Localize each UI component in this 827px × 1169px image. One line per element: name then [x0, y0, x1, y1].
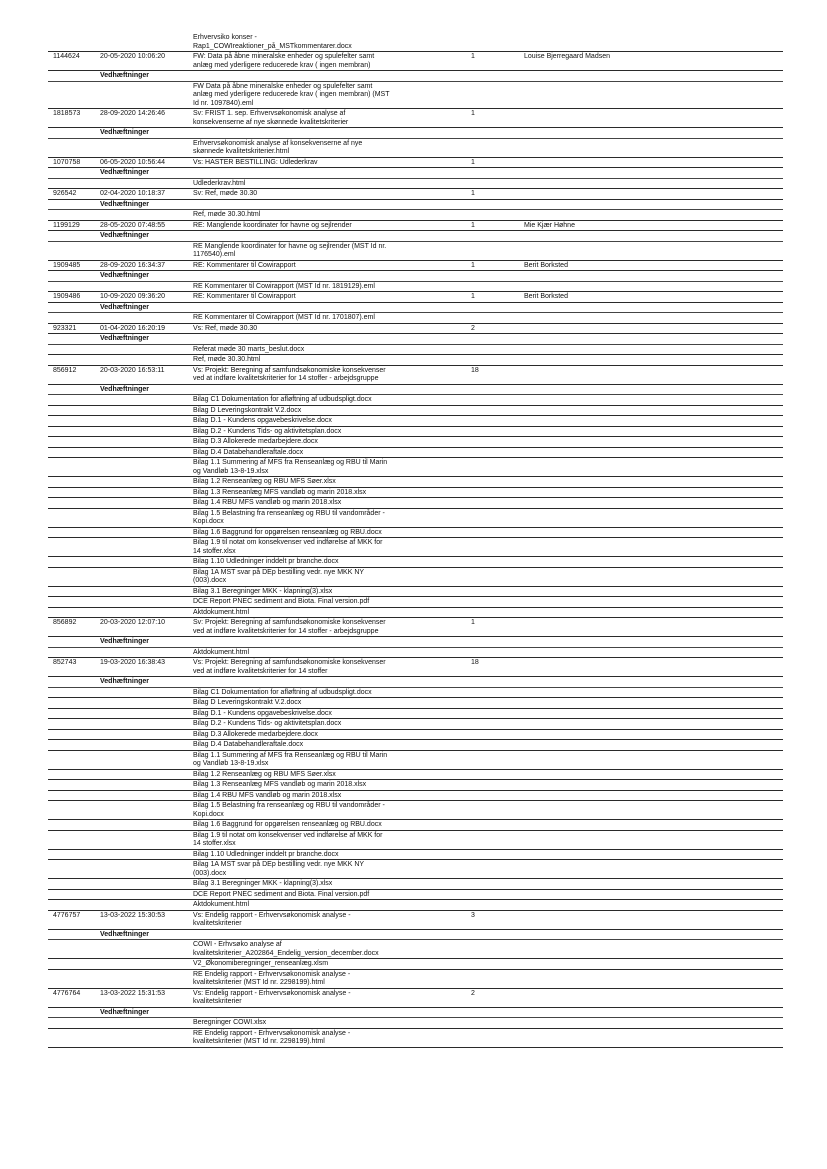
message-date: 28-09-2020 14:26:46: [100, 110, 165, 117]
attachment-filename: Aktdokument.html: [193, 608, 250, 616]
attachment-filename: Erhvervsiko konser - Rap1_COWIreaktioner_på_MSTkommentarer.docx: [193, 34, 352, 50]
attachment-filename: Bilag 1.2 Renseanlæg og RBU MFS Søer.xlsx: [193, 770, 336, 778]
attachment-filename: Beregninger COWI.xlsx: [193, 1019, 267, 1026]
attachment-filename: Bilag 1.5 Belastning fra renseanlæg og RBU til vandområder - Kopi.docx: [193, 802, 385, 818]
document-id: 852743: [53, 659, 77, 666]
attachment-filename: Bilag 1.10 Udledninger inddelt pr branche.docx: [193, 558, 339, 565]
attachment-row: [48, 538, 783, 557]
document-id: 4776764: [53, 989, 81, 997]
message-subject: RE: Kommentarer til Cowirapport: [193, 261, 296, 269]
message-subject: Vs: Endelig rapport - Erhvervsøkonomisk analyse - kvalitetskriterier: [193, 911, 351, 927]
attachment-filename: Udlederkrav.html: [193, 179, 246, 187]
attachment-count: 1: [471, 261, 475, 269]
attachment-filename: Aktdokument.html: [193, 648, 250, 656]
message-row: [48, 109, 783, 128]
document-id: 923321: [53, 324, 77, 332]
attachments-label: Vedhæftninger: [100, 200, 150, 208]
message-date: 02-04-2020 10:18:37: [100, 190, 165, 197]
attachment-count: 1: [471, 293, 475, 300]
document-id: 1909486: [53, 293, 81, 300]
attachment-row: [48, 313, 783, 324]
attachment-row: [48, 719, 783, 730]
attachment-row: [48, 879, 783, 890]
message-row: [48, 158, 783, 169]
attachment-row: [48, 406, 783, 417]
attachment-filename: RE Endelig rapport - Erhvervsøkonomisk analyse - kvalitetskriterier (MST Id nr. 2298199).html: [193, 970, 351, 986]
attachment-filename: Bilag 1.9 til notat om konsekvenser ved indførelse af MKK for 14 stoffer.xlsx: [193, 831, 383, 847]
message-row: [48, 658, 783, 677]
attachments-label: Vedhæftninger: [100, 678, 150, 685]
attachments-header-row: [48, 128, 783, 139]
attachment-row: [48, 890, 783, 901]
attachment-filename: Bilag 3.1 Beregninger MKK - klapning(3).xlsx: [193, 880, 333, 887]
message-row: [48, 911, 783, 930]
document-id: 1199129: [53, 221, 80, 229]
attachment-row: [48, 395, 783, 406]
attachments-header-row: [48, 385, 783, 396]
attachment-row: [48, 597, 783, 608]
attachment-row: [48, 709, 783, 720]
attachment-filename: Aktdokument.html: [193, 901, 250, 908]
message-subject: Vs: Projekt: Beregning af samfundsøkonomiske konsekvenser ved at indføre kvalitetskriterier for 14 stoffer: [193, 659, 386, 675]
attachment-row: [48, 477, 783, 488]
message-date: 19-03-2020 16:38:43: [100, 659, 165, 666]
attachment-count: 1: [471, 190, 475, 197]
attachment-row: [48, 179, 783, 190]
attachment-row: [48, 780, 783, 791]
attachments-label: Vedhæftninger: [100, 335, 150, 342]
attachment-filename: DCE Report PNEC sediment and Biota. Final version.pdf: [193, 890, 370, 898]
attachments-header-row: [48, 71, 783, 82]
attachment-count: 1: [471, 110, 475, 117]
attachment-filename: Bilag 1.2 Renseanlæg og RBU MFS Søer.xlsx: [193, 478, 336, 485]
attachment-filename: Bilag C1 Dokumentation for afløftning af udbudspligt.docx: [193, 396, 372, 403]
attachment-filename: Bilag 1.5 Belastning fra renseanlæg og RBU til vandområder - Kopi.docx: [193, 509, 385, 525]
message-row: [48, 52, 783, 71]
attachment-filename: RE Kommentarer til Cowirapport (MST Id nr. 1819129).eml: [193, 282, 375, 290]
attachment-filename: FW Data på åbne mineralske enheder og spulefelter samt anlæg med yderligere reducerede krav ( ingen membran) (MST Id nr. 1097840).eml: [193, 82, 390, 107]
attachments-label: Vedhæftninger: [100, 385, 150, 393]
sender-name: Berit Borksted: [524, 261, 568, 269]
attachment-count: 2: [471, 989, 475, 997]
document-id: 1144624: [53, 53, 80, 60]
message-subject: RE: Kommentarer til Cowirapport: [193, 293, 296, 300]
attachments-label: Vedhæftninger: [100, 1008, 150, 1016]
attachment-filename: Ref, møde 30.30.html: [193, 356, 261, 363]
message-date: 01-04-2020 16:20:19: [100, 324, 165, 332]
attachment-row: [48, 416, 783, 427]
attachment-row: [48, 1029, 783, 1048]
attachment-filename: Bilag D.4 Databehandleraftale.docx: [193, 741, 304, 748]
document-id: 1070758: [53, 158, 81, 166]
attachment-filename: Bilag D.2 - Kundens Tids- og aktivitetsplan.docx: [193, 427, 342, 435]
attachments-label: Vedhæftninger: [100, 232, 150, 239]
attachment-row: [48, 608, 783, 619]
attachment-filename: Bilag 3.1 Beregninger MKK - klapning(3).xlsx: [193, 587, 333, 595]
message-row: [48, 189, 783, 200]
attachment-filename: Bilag D Leveringskontrakt V.2.docx: [193, 406, 302, 414]
attachment-row: [48, 528, 783, 539]
attachments-header-row: [48, 677, 783, 688]
attachment-row: [48, 730, 783, 741]
attachment-row: [48, 740, 783, 751]
message-row: [48, 989, 783, 1008]
document-id: 4776757: [53, 911, 81, 919]
attachment-row: [48, 33, 783, 52]
message-date: 20-03-2020 16:53:11: [100, 366, 165, 374]
attachments-header-row: [48, 637, 783, 648]
sender-name: Louise Bjerregaard Madsen: [524, 53, 610, 60]
attachment-row: [48, 940, 783, 959]
attachment-row: [48, 282, 783, 293]
attachment-row: [48, 970, 783, 989]
message-subject: Vs: Projekt: Beregning af samfundsøkonomiske konsekvenser ved at indføre kvalitetskriterier for 14 stoffer - arbejdsgruppe: [193, 366, 386, 382]
message-subject: FW: Data på åbne mineralske enheder og spulefelter samt anlæg med yderligere reducerede krav ( ingen membran): [193, 53, 375, 69]
attachment-filename: V2_Økonomiberegninger_renseanlæg.xlsm: [193, 960, 329, 967]
document-table: [48, 33, 783, 1048]
attachments-label: Vedhæftninger: [100, 169, 150, 176]
message-subject: Sv: Projekt: Beregning af samfundsøkonomiske konsekvenser ved at indføre kvalitetskriterier for 14 stoffer - arbejdsgruppe: [193, 619, 386, 635]
message-subject: Vs: Endelig rapport - Erhvervsøkonomisk analyse - kvalitetskriterier: [193, 989, 351, 1005]
attachment-filename: Bilag 1.1 Summering af MFS fra Renseanlæg og RBU til Marin og Vandløb 13-8-19.xlsx: [193, 751, 388, 767]
attachment-filename: DCE Report PNEC sediment and Biota. Final version.pdf: [193, 598, 370, 605]
attachment-filename: Bilag 1.4 RBU MFS vandløb og marin 2018.xlsx: [193, 499, 342, 506]
attachment-filename: Bilag 1.4 RBU MFS vandløb og marin 2018.xlsx: [193, 791, 342, 799]
message-date: 28-09-2020 16:34:37: [100, 261, 165, 269]
attachments-header-row: [48, 1008, 783, 1019]
attachment-row: [48, 850, 783, 861]
attachment-count: 1: [471, 221, 475, 229]
attachment-row: [48, 1018, 783, 1029]
message-date: 20-05-2020 10:06:20: [100, 53, 165, 60]
attachment-row: [48, 959, 783, 970]
message-date: 20-03-2020 12:07:10: [100, 619, 165, 626]
attachment-filename: Bilag 1.1 Summering af MFS fra Renseanlæg og RBU til Marin og Vandløb 13-8-19.xlsx: [193, 459, 388, 475]
message-subject: Vs: Ref, møde 30.30: [193, 324, 258, 332]
message-date: 13-03-2022 15:31:53: [100, 989, 165, 997]
message-row: [48, 261, 783, 272]
document-id: 1818573: [53, 110, 81, 117]
attachment-row: [48, 498, 783, 509]
attachment-count: 18: [471, 659, 479, 666]
attachment-filename: Bilag D.3 Allokerede medarbejdere.docx: [193, 730, 318, 738]
message-subject: RE: Manglende koordinater for havne og sejlrender: [193, 221, 352, 229]
attachment-filename: Referat møde 30 marts_beslut.docx: [193, 345, 305, 353]
attachment-row: [48, 831, 783, 850]
attachment-filename: RE Kommentarer til Cowirapport (MST Id nr. 1701807).eml: [193, 314, 375, 321]
attachment-filename: Erhvervsøkonomisk analyse af konsekvenserne af nye skønnede kvalitetskriterier.html: [193, 139, 363, 155]
sender-name: Berit Borksted: [524, 293, 568, 300]
attachment-filename: Bilag D.2 - Kundens Tids- og aktivitetsplan.docx: [193, 720, 342, 727]
message-row: [48, 618, 783, 637]
message-date: 06-05-2020 10:56:44: [100, 158, 165, 166]
attachment-row: [48, 210, 783, 221]
attachment-count: 3: [471, 911, 475, 919]
sender-name: Mie Kjær Høhne: [524, 221, 575, 229]
attachment-row: [48, 648, 783, 659]
attachment-row: [48, 458, 783, 477]
attachment-row: [48, 860, 783, 879]
message-row: [48, 221, 783, 232]
attachment-count: 1: [471, 619, 475, 626]
attachment-row: [48, 820, 783, 831]
attachment-row: [48, 900, 783, 911]
attachment-filename: Bilag D Leveringskontrakt V.2.docx: [193, 699, 302, 706]
attachment-count: 1: [471, 158, 475, 166]
attachment-filename: Bilag 1A MST svar på DEp bestilling vedr. nye MKK NY (003).docx: [193, 861, 365, 877]
attachments-header-row: [48, 231, 783, 242]
attachments-header-row: [48, 303, 783, 314]
attachment-filename: Bilag 1.10 Udledninger inddelt pr branche.docx: [193, 850, 339, 858]
attachment-row: [48, 345, 783, 356]
attachments-label: Vedhæftninger: [100, 72, 150, 79]
attachment-filename: RE Endelig rapport - Erhvervsøkonomisk analyse - kvalitetskriterier (MST Id nr. 2298199).html: [193, 1029, 351, 1045]
attachments-header-row: [48, 168, 783, 179]
message-row: [48, 366, 783, 385]
message-date: 13-03-2022 15:30:53: [100, 911, 165, 919]
attachment-row: [48, 801, 783, 820]
attachment-row: [48, 139, 783, 158]
attachment-filename: Bilag D.1 - Kundens opgavebeskrivelse.docx: [193, 709, 332, 717]
attachment-count: 1: [471, 53, 475, 60]
attachment-filename: Bilag 1.3 Renseanlæg MFS vandløb og marin 2018.xlsx: [193, 488, 367, 496]
attachment-filename: Bilag D.3 Allokerede medarbejdere.docx: [193, 438, 318, 445]
attachment-filename: Bilag D.1 - Kundens opgavebeskrivelse.docx: [193, 417, 332, 424]
attachment-filename: Bilag D.4 Databehandleraftale.docx: [193, 448, 304, 456]
attachment-filename: Bilag 1.6 Baggrund for opgørelsen renseanlæg og RBU.docx: [193, 528, 382, 536]
attachment-row: [48, 509, 783, 528]
attachments-label: Vedhæftninger: [100, 129, 150, 136]
attachment-count: 2: [471, 324, 475, 332]
attachment-row: [48, 791, 783, 802]
attachment-filename: RE Manglende koordinater for havne og sejlrender (MST Id nr. 1176540).eml: [193, 242, 387, 258]
attachments-header-row: [48, 200, 783, 211]
message-date: 28-05-2020 07:48:55: [100, 221, 165, 229]
attachments-header-row: [48, 334, 783, 345]
attachment-row: [48, 82, 783, 110]
attachments-label: Vedhæftninger: [100, 303, 150, 311]
attachment-filename: Ref, møde 30.30.html: [193, 211, 261, 218]
attachment-row: [48, 488, 783, 499]
document-id: 926542: [53, 190, 77, 197]
attachment-row: [48, 688, 783, 699]
document-id: 856912: [53, 366, 77, 374]
message-subject: Sv: FRIST 1. sep. Erhvervsøkonomisk analyse af konsekvenserne af nye skønnede kvalitetskriterier: [193, 110, 349, 126]
attachment-row: [48, 698, 783, 709]
message-row: [48, 292, 783, 303]
attachments-label: Vedhæftninger: [100, 638, 150, 645]
attachment-row: [48, 587, 783, 598]
attachments-label: Vedhæftninger: [100, 930, 150, 938]
attachment-filename: COWI - Erhvsøko analyse af kvalitetskriterier_A202864_Endelig_version_december.docx: [193, 941, 379, 957]
attachment-row: [48, 437, 783, 448]
attachment-filename: Bilag 1.9 til notat om konsekvenser ved indførelse af MKK for 14 stoffer.xlsx: [193, 539, 383, 555]
document-id: 1909485: [53, 261, 81, 269]
attachments-label: Vedhæftninger: [100, 272, 150, 279]
attachment-row: [48, 557, 783, 568]
attachment-filename: Bilag 1.3 Renseanlæg MFS vandløb og marin 2018.xlsx: [193, 781, 367, 788]
attachment-filename: Bilag C1 Dokumentation for afløftning af udbudspligt.docx: [193, 688, 372, 696]
attachment-filename: Bilag 1.6 Baggrund for opgørelsen renseanlæg og RBU.docx: [193, 821, 382, 828]
attachment-row: [48, 427, 783, 438]
attachment-row: [48, 568, 783, 587]
attachment-row: [48, 770, 783, 781]
document-id: 856892: [53, 619, 77, 626]
attachment-filename: Bilag 1A MST svar på DEp bestilling vedr. nye MKK NY (003).docx: [193, 568, 365, 584]
attachment-row: [48, 751, 783, 770]
attachment-row: [48, 448, 783, 459]
attachment-row: [48, 355, 783, 366]
message-date: 10-09-2020 09:36:20: [100, 293, 165, 300]
attachment-row: [48, 242, 783, 261]
message-subject: Sv: Ref, møde 30.30: [193, 190, 258, 197]
attachments-header-row: [48, 271, 783, 282]
attachments-header-row: [48, 930, 783, 941]
attachment-count: 18: [471, 366, 479, 374]
message-row: [48, 324, 783, 335]
message-subject: Vs: HASTER BESTILLING: Udlederkrav: [193, 158, 318, 166]
